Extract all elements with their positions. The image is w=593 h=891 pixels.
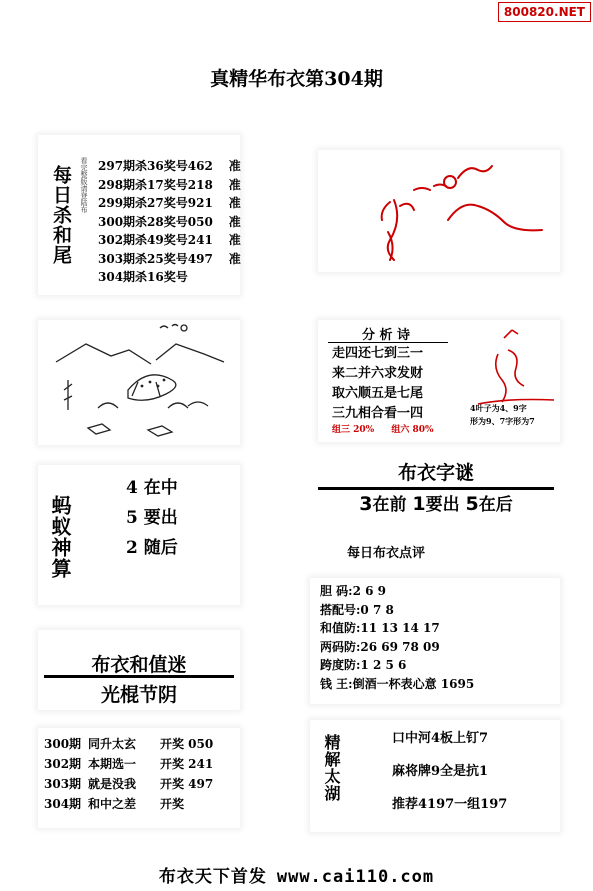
riddle-heading: 布衣字谜 [397,462,474,484]
watermark-badge: 800820.NET [498,2,591,22]
list-item [98,213,241,232]
period-phrase: 同升太玄 [88,737,137,751]
poem-lines [332,344,423,424]
daily-kill-list [98,157,241,287]
sum-riddle-divider [44,675,234,678]
sum-riddle-answer: 光棍节阴 [100,684,177,706]
jing-panel [310,720,560,832]
list-item [98,194,241,213]
poem-divider [328,342,448,343]
period-phrase: 和中之差 [88,797,137,811]
kill-row-mark: 准 [228,233,241,247]
jing-lines [392,722,507,821]
list-item [44,774,213,794]
review-panel [310,578,560,704]
riddle-digit: 3 [359,493,373,515]
review-lines [320,582,474,693]
ant-line: 2 随后 [126,538,178,558]
footer-text: 布衣天下首发 [158,867,267,887]
riddle-panel [318,460,554,518]
landscape-panel [38,320,240,445]
review-line: 两码防:26 69 78 09 [320,639,440,654]
period-phrase: 本期选一 [88,757,137,771]
period-panel [38,728,240,828]
footer [0,862,593,887]
review-line: 搭配号:0 7 8 [320,602,394,617]
figure-note-line: 形为9、7字形为7 [470,416,535,426]
review-line: 钱 王:倒酒一杯表心意 1695 [320,676,475,691]
kill-row-mark: 准 [228,159,241,173]
jing-line: 麻将牌9全是抗1 [392,764,489,779]
ant-line: 4 在中 [126,478,178,498]
figure-note [470,402,535,428]
ant-heading: 蚂蚁神算 [48,495,72,579]
poem-line: 取六顺五是七尾 [332,386,424,401]
kill-row-mark: 准 [228,214,241,229]
kill-row-mark: 准 [228,251,241,266]
riddle-word: 在前 [372,495,407,515]
jing-heading: 精解太湖 [322,734,341,802]
list-item [98,157,241,176]
period-list [44,734,213,814]
list-item [98,231,241,250]
kill-row-text: 302期杀49奖号241 [98,233,213,247]
list-item [98,268,241,287]
poem-line: 来二并六求发财 [332,366,424,381]
poem-heading: 分 析 诗 [361,328,411,343]
kill-row-text: 303期杀25奖号497 [98,251,213,266]
kill-row-text: 297期杀36奖号462 [98,159,213,173]
jing-line: 推荐4197一组197 [392,797,508,812]
ink-sketch-panel [318,150,560,272]
review-heading: 每日布衣点评 [347,546,426,561]
period-issue: 302期 [44,757,82,771]
list-item [44,734,213,754]
group-six-label: 组六 80% [391,425,434,435]
red-ink-sketch-illustration [318,150,560,272]
period-issue: 303期 [44,777,82,791]
sum-riddle-panel [38,630,240,710]
period-phrase: 就是没我 [88,777,137,791]
kill-row-text: 300期杀28奖号050 [98,214,213,229]
review-line: 跨度防:1 2 5 6 [320,658,407,672]
daily-kill-side-note: 看完整版请登陆布 [80,157,88,213]
kill-row-text: 304期杀16奖号 [98,270,188,284]
kill-row-mark: 准 [228,177,241,192]
riddle-answer [318,490,554,518]
review-line: 和值防:11 13 14 17 [320,621,440,635]
poem-panel [318,320,560,442]
daily-kill-heading: 每日杀和尾 [50,165,72,265]
riddle-word: 要出 [425,495,460,515]
list-item [44,754,213,774]
ant-line: 5 要出 [126,508,178,528]
jing-line: 口中河4板上钉7 [392,731,489,746]
period-result: 开奖 241 [160,757,214,771]
poem-line: 三九相合看一四 [332,406,424,421]
ant-panel [38,465,240,605]
figure-note-line: 4叶子为4、9字 [470,403,527,413]
period-result: 开奖 050 [160,737,214,751]
ant-lines [126,473,178,563]
riddle-word: 在后 [478,495,513,515]
period-issue: 300期 [44,737,82,751]
page-title: 真精华布衣第304期 [210,68,383,90]
footer-site-link[interactable]: www.cai110.com [276,867,435,887]
poem-line: 走四还七到三一 [332,346,424,361]
red-figure-illustration [468,324,558,408]
kill-row-mark: 准 [228,196,241,210]
group-three-label: 组三 20% [332,425,375,435]
kill-row-text: 299期杀27奖号921 [98,196,213,210]
kill-row-text: 298期杀17奖号218 [98,177,213,192]
sum-riddle-heading: 布衣和值迷 [91,654,187,676]
list-item [44,794,213,814]
period-result: 开奖 [160,797,185,811]
list-item [98,176,241,195]
list-item [98,250,241,269]
period-issue: 304期 [44,797,82,811]
review-line: 胆 码:2 6 9 [320,584,387,598]
daily-kill-panel [38,135,240,295]
poem-groups [332,422,434,435]
landscape-illustration [38,320,240,445]
riddle-digit: 1 [412,493,426,515]
riddle-digit: 5 [465,493,479,515]
period-result: 开奖 497 [160,777,214,791]
